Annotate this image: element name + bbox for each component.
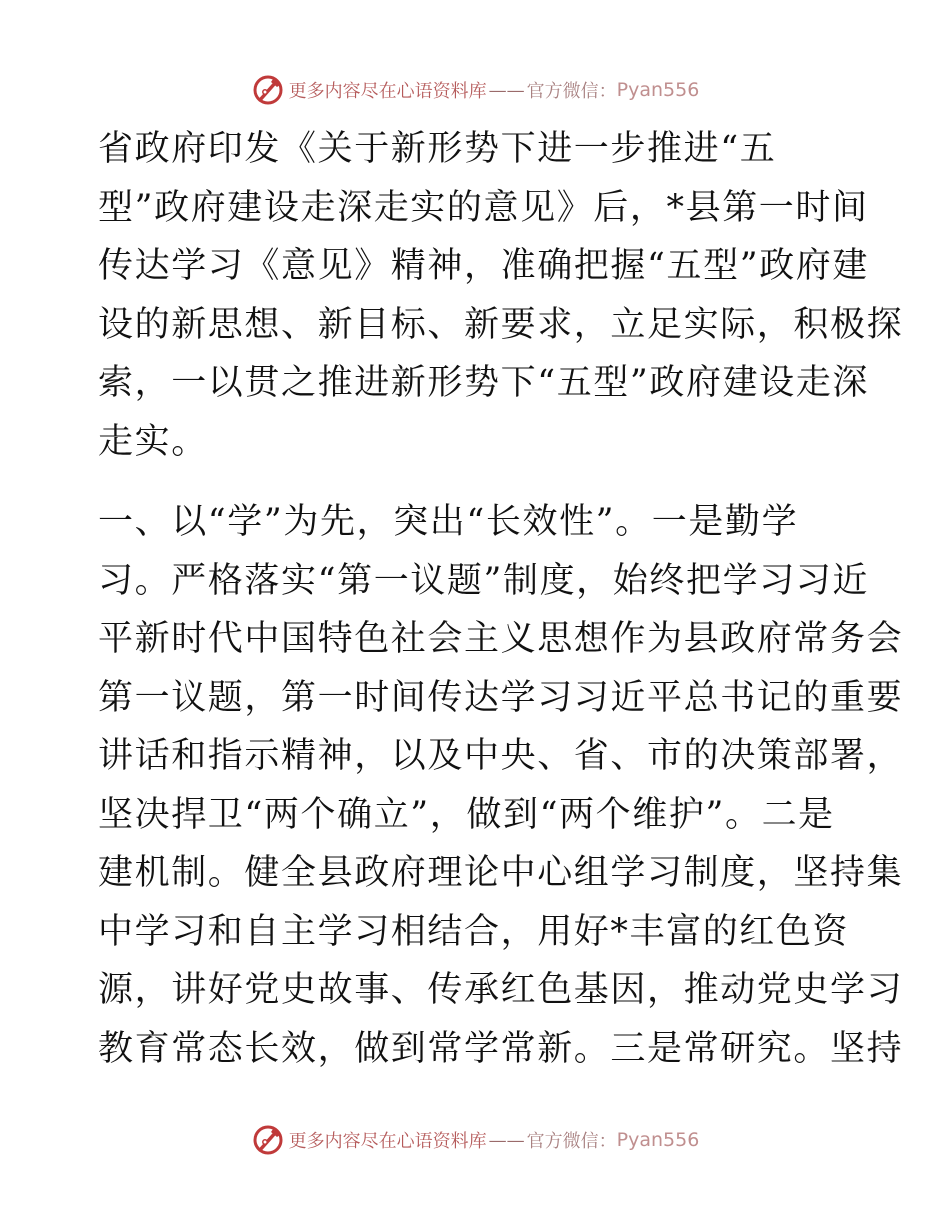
banner-site-text: 更多内容尽在心语资料库 bbox=[288, 81, 487, 102]
paragraph-gap bbox=[98, 471, 858, 493]
footer-banner bbox=[0, 1120, 950, 1160]
banner-wechat-label: 官方微信： bbox=[526, 81, 617, 102]
banner-wechat-label: 官方微信： bbox=[526, 1131, 617, 1152]
banner-site-text: 更多内容尽在心语资料库 bbox=[288, 1131, 487, 1152]
text-line: 省政府印发《关于新形势下进一步推进“五 bbox=[98, 129, 777, 169]
text-line: 源，讲好党史故事、传承红色基因，推动党史学习 bbox=[98, 970, 904, 1010]
document-body bbox=[98, 120, 904, 1078]
text-line: 索，一以贯之推进新形势下“五型”政府建设走深 bbox=[98, 363, 869, 403]
text-line: 习。严格落实“第一议题”制度，始终把学习习近 bbox=[98, 560, 869, 601]
pen-circle-logo-icon bbox=[251, 73, 285, 107]
paragraph-intro bbox=[98, 120, 904, 471]
text-line: 平新时代中国特色社会主义思想作为县政府常务会 bbox=[98, 619, 904, 659]
text-line: 坚决捍卫“两个确立”，做到“两个维护”。二是 bbox=[98, 794, 835, 835]
text-line: 设的新思想、新目标、新要求，立足实际，积极探 bbox=[98, 304, 904, 345]
text-line: 中学习和自主学习相结合，用好*丰富的红色资 bbox=[98, 911, 850, 952]
banner-separator: —— bbox=[488, 1129, 525, 1151]
pen-circle-logo-icon bbox=[251, 1123, 285, 1157]
paragraph-section-one bbox=[98, 493, 904, 1078]
text-line: 传达学习《意见》精神，准确把握“五型”政府建 bbox=[98, 246, 869, 286]
text-line: 讲话和指示精神，以及中央、省、市的决策部署， bbox=[98, 736, 904, 776]
text-line: 建机制。健全县政府理论中心组学习制度，坚持集 bbox=[98, 853, 904, 893]
banner-wechat-id: Pyan556 bbox=[616, 1129, 700, 1151]
banner-wechat-id: Pyan556 bbox=[616, 79, 700, 101]
header-banner bbox=[0, 70, 950, 110]
banner-separator: —— bbox=[488, 79, 525, 101]
text-line: 型”政府建设走深走实的意见》后，*县第一时间 bbox=[98, 187, 869, 228]
text-line: 走实。 bbox=[98, 421, 208, 462]
text-line: 一、以“学”为先，突出“长效性”。一是勤学 bbox=[98, 502, 799, 542]
text-line: 教育常态长效，做到常学常新。三是常研究。坚持 bbox=[98, 1028, 904, 1069]
text-line: 第一议题，第一时间传达学习习近平总书记的重要 bbox=[98, 677, 904, 718]
